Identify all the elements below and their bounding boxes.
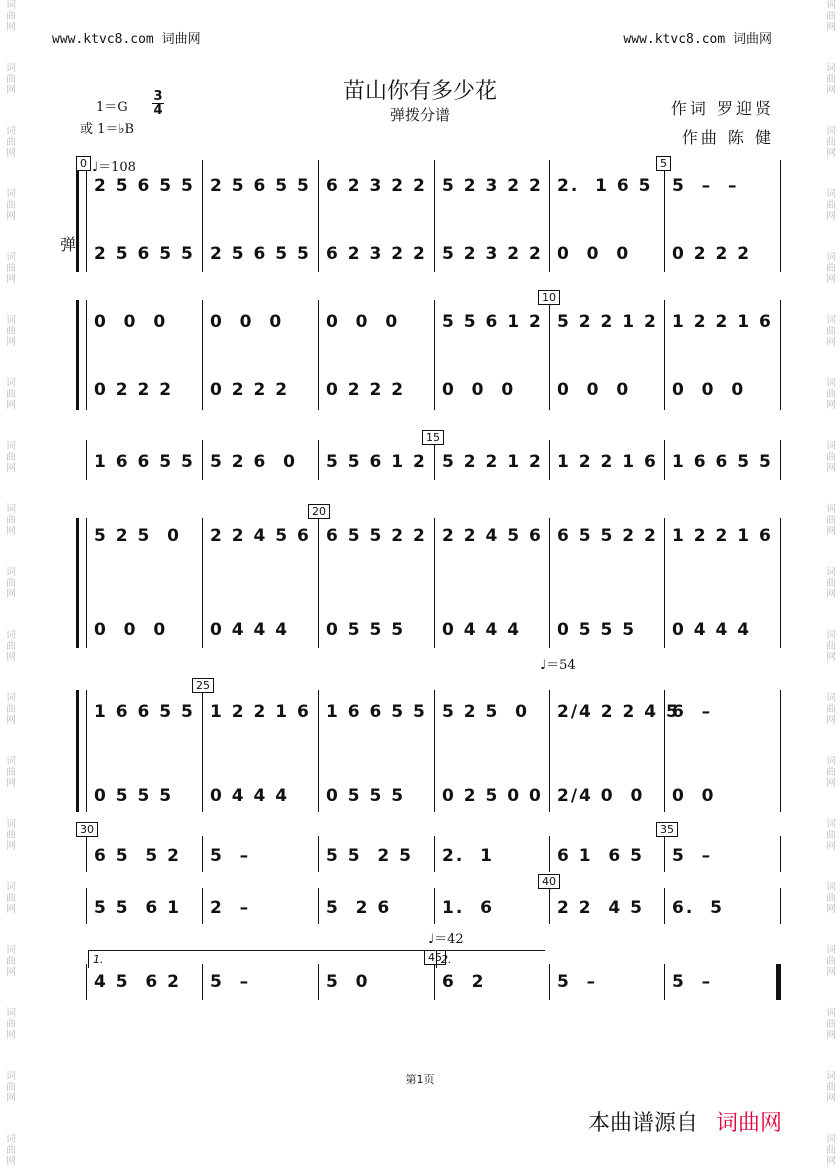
watermark-text: 词曲网 [826, 567, 836, 600]
barline [434, 300, 435, 410]
barline [86, 440, 87, 480]
watermark-text: 词曲网 [826, 882, 836, 915]
barline [202, 888, 203, 924]
upper-measure: 2 2 4 5 6 [210, 526, 311, 546]
measure-number: 20 [308, 504, 330, 519]
watermark-text: 词曲网 [6, 252, 16, 285]
site-url-left[interactable]: www.ktvc8.com 词曲网 [52, 32, 201, 47]
upper-measure: 0 0 0 [326, 312, 400, 332]
lower-measure: 0 4 4 4 [210, 620, 290, 640]
upper-measure: 0 0 0 [94, 312, 168, 332]
barline [780, 690, 781, 812]
barline [86, 964, 87, 1000]
upper-measure: 1 2 2 1 6 [210, 702, 311, 722]
watermark-text: 词曲网 [826, 189, 836, 222]
barline [664, 440, 665, 480]
barline [86, 836, 87, 872]
source-note [588, 1106, 782, 1137]
upper-measure: 5 0 [326, 972, 370, 992]
watermark-text: 词曲网 [6, 378, 16, 411]
upper-measure: 5 2 6 0 [210, 452, 297, 472]
lower-measure: 0 4 4 4 [672, 620, 752, 640]
barline [202, 300, 203, 410]
barline [780, 964, 781, 1000]
lower-measure: 0 4 4 4 [210, 786, 290, 806]
measure-number: 0 [76, 156, 91, 171]
upper-measure: 5 – [210, 972, 251, 992]
watermark-text: 词曲网 [826, 945, 836, 978]
measure-number: 30 [76, 822, 98, 837]
measure-number: 45 [424, 950, 446, 965]
time-signature: 3 4 [153, 89, 163, 118]
source-text: 本曲谱源自 [587, 1111, 698, 1136]
barline [318, 300, 319, 410]
lower-measure: 0 2 5 0 0 [442, 786, 543, 806]
watermark-text: 词曲网 [826, 504, 836, 537]
barline [664, 836, 665, 872]
barline [664, 300, 665, 410]
upper-measure: 6 5 5 2 2 [326, 526, 427, 546]
barline [434, 440, 435, 480]
barline [664, 160, 665, 272]
instrument-label: 弹 [60, 235, 77, 254]
volta-second-ending: 2. [436, 950, 545, 968]
upper-measure: 6 2 3 2 2 [326, 176, 427, 196]
barline [86, 300, 87, 410]
system-bracket [76, 690, 83, 812]
barline [202, 160, 203, 272]
lower-measure: 0 5 5 5 [326, 620, 406, 640]
barline [549, 518, 550, 648]
upper-measure: 5 – – [672, 176, 739, 196]
barline [318, 160, 319, 272]
upper-measure: 1 2 2 1 6 [672, 526, 773, 546]
measure-number: 5 [656, 156, 671, 171]
watermark-text: 词曲网 [6, 441, 16, 474]
barline [664, 964, 665, 1000]
watermark-text: 词曲网 [826, 693, 836, 726]
upper-measure: 5 – [557, 972, 598, 992]
upper-measure: 2 – [210, 898, 251, 918]
watermark-text: 词曲网 [826, 0, 836, 33]
watermark-text: 词曲网 [6, 630, 16, 663]
watermark-text: 词曲网 [6, 63, 16, 96]
lower-measure: 2 5 6 5 5 [94, 244, 195, 264]
upper-measure: 5 2 2 1 2 [442, 452, 543, 472]
lower-measure: 0 0 [672, 786, 716, 806]
barline [434, 518, 435, 648]
upper-measure: 2. 1 [442, 846, 494, 866]
watermark-text: 词曲网 [6, 0, 16, 33]
lower-measure: 0 5 5 5 [94, 786, 174, 806]
upper-measure: 5 5 2 5 [326, 846, 413, 866]
watermark-text: 词曲网 [6, 756, 16, 789]
upper-measure: 6 1 6 5 [557, 846, 644, 866]
watermark-text: 词曲网 [6, 1071, 16, 1104]
barline [780, 836, 781, 872]
barline [780, 440, 781, 480]
lyricist-credit: 作词 罗迎贤 [670, 99, 774, 118]
barline [202, 440, 203, 480]
watermark-text: 词曲网 [826, 441, 836, 474]
watermark-text: 词曲网 [826, 315, 836, 348]
upper-measure: 1 2 2 1 6 [672, 312, 773, 332]
watermark-text: 词曲网 [826, 1134, 836, 1167]
barline [434, 964, 435, 1000]
watermark-text: 词曲网 [6, 504, 16, 537]
upper-measure: 2 5 6 5 5 [94, 176, 195, 196]
barline [549, 964, 550, 1000]
tempo-marking: ♩＝42 [428, 932, 464, 947]
upper-measure: 5 – [672, 972, 713, 992]
barline [549, 160, 550, 272]
upper-measure: 5 2 5 0 [442, 702, 529, 722]
barline [202, 518, 203, 648]
watermark-text: 词曲网 [826, 1071, 836, 1104]
measure-number: 15 [422, 430, 444, 445]
watermark-text: 词曲网 [826, 252, 836, 285]
barline [780, 300, 781, 410]
tempo-marking: ♩＝108 [92, 160, 136, 175]
barline [549, 690, 550, 812]
upper-measure: 1 6 6 5 5 [672, 452, 773, 472]
barline [549, 440, 550, 480]
watermark-text: 词曲网 [6, 945, 16, 978]
upper-measure: 1 6 6 5 5 [326, 702, 427, 722]
barline [434, 690, 435, 812]
lower-measure: 0 5 5 5 [557, 620, 637, 640]
barline [318, 440, 319, 480]
barline [434, 836, 435, 872]
barline [202, 690, 203, 812]
upper-measure: 5 2 5 0 [94, 526, 181, 546]
upper-measure: 5 2 6 [326, 898, 392, 918]
upper-measure: 5 5 6 1 2 [442, 312, 543, 332]
score-subtitle: 弹拨分谱 [389, 106, 450, 124]
song-title: 苗山你有多少花 [342, 79, 497, 104]
side-watermark-right [824, 0, 838, 1169]
barline [86, 690, 87, 812]
watermark-text: 词曲网 [826, 756, 836, 789]
tempo-marking: ♩＝54 [540, 658, 576, 673]
watermark-text: 词曲网 [6, 189, 16, 222]
upper-measure: 2 2 4 5 6 [442, 526, 543, 546]
watermark-text: 词曲网 [6, 882, 16, 915]
lower-measure: 0 0 0 [672, 380, 746, 400]
composer-credit: 作曲 陈 健 [681, 128, 774, 147]
watermark-text: 词曲网 [826, 819, 836, 852]
volta-first-ending: 1. [88, 950, 425, 968]
barline [664, 518, 665, 648]
upper-measure: 2. 1 6 5 [557, 176, 653, 196]
lower-measure: 0 2 2 2 [672, 244, 752, 264]
barline [434, 888, 435, 924]
source-brand-link[interactable]: 词曲网 [715, 1111, 782, 1136]
lower-measure: 0 5 5 5 [326, 786, 406, 806]
upper-measure: 6 – [672, 702, 713, 722]
upper-measure: 5 5 6 1 [94, 898, 181, 918]
upper-measure: 5 2 3 2 2 [442, 176, 543, 196]
barline [318, 888, 319, 924]
lower-measure: 0 0 0 [557, 380, 631, 400]
watermark-text: 词曲网 [826, 630, 836, 663]
lower-measure: 5 2 3 2 2 [442, 244, 543, 264]
measure-number: 35 [656, 822, 678, 837]
barline [664, 888, 665, 924]
system-bracket [76, 160, 83, 272]
watermark-text: 词曲网 [6, 315, 16, 348]
watermark-text: 词曲网 [6, 567, 16, 600]
watermark-text: 词曲网 [6, 1008, 16, 1041]
upper-measure: 1 6 6 5 5 [94, 702, 195, 722]
barline [318, 964, 319, 1000]
lower-measure: 0 4 4 4 [442, 620, 522, 640]
system-bracket [76, 518, 83, 648]
upper-measure: 5 2 2 1 2 [557, 312, 658, 332]
barline [86, 518, 87, 648]
barline [549, 836, 550, 872]
upper-measure: 5 – [672, 846, 713, 866]
lower-measure: 0 2 2 2 [94, 380, 174, 400]
final-barline [776, 964, 780, 1000]
upper-measure: 1 2 2 1 6 [557, 452, 658, 472]
barline [434, 160, 435, 272]
upper-measure: 1 6 6 5 5 [94, 452, 195, 472]
upper-measure: 6 2 [442, 972, 486, 992]
site-url-right[interactable]: www.ktvc8.com 词曲网 [623, 32, 772, 47]
barline [780, 160, 781, 272]
upper-measure: 0 0 0 [210, 312, 284, 332]
measure-number: 10 [538, 290, 560, 305]
barline [780, 888, 781, 924]
system-bracket [76, 300, 83, 410]
upper-measure: 1. 6 [442, 898, 494, 918]
barline [86, 160, 87, 272]
upper-measure: 5 5 6 1 2 [326, 452, 427, 472]
upper-measure: 6. 5 [672, 898, 724, 918]
upper-measure: 2/4 2 2 4 5 [557, 702, 680, 722]
barline [202, 964, 203, 1000]
watermark-text: 词曲网 [826, 1008, 836, 1041]
barline [86, 888, 87, 924]
barline [780, 518, 781, 648]
lower-measure: 0 0 0 [94, 620, 168, 640]
watermark-text: 词曲网 [6, 693, 16, 726]
watermark-text: 词曲网 [6, 819, 16, 852]
upper-measure: 2 2 4 5 [557, 898, 644, 918]
barline [318, 836, 319, 872]
watermark-text: 词曲网 [6, 1134, 16, 1167]
upper-measure: 2 5 6 5 5 [210, 176, 311, 196]
upper-measure: 6 5 5 2 2 [557, 526, 658, 546]
measure-number: 40 [538, 874, 560, 889]
lower-measure: 0 0 0 [557, 244, 631, 264]
barline [549, 888, 550, 924]
upper-measure: 4 5 6 2 [94, 972, 181, 992]
barline [318, 690, 319, 812]
key-signature: 1＝G [96, 100, 128, 115]
barline [318, 518, 319, 648]
barline [202, 836, 203, 872]
barline [549, 300, 550, 410]
page-number: 第1页 [405, 1073, 435, 1086]
key-signature-alt: 或 1＝♭B [80, 122, 135, 137]
lower-measure: 6 2 3 2 2 [326, 244, 427, 264]
upper-measure: 6 5 5 2 [94, 846, 181, 866]
lower-measure: 0 2 2 2 [210, 380, 290, 400]
lower-measure: 0 2 2 2 [326, 380, 406, 400]
watermark-text: 词曲网 [826, 378, 836, 411]
lower-measure: 0 0 0 [442, 380, 516, 400]
watermark-text: 词曲网 [826, 63, 836, 96]
upper-measure: 5 – [210, 846, 251, 866]
side-watermark-left [4, 0, 18, 1169]
lower-measure: 2 5 6 5 5 [210, 244, 311, 264]
watermark-text: 词曲网 [826, 126, 836, 159]
watermark-text: 词曲网 [6, 126, 16, 159]
measure-number: 25 [192, 678, 214, 693]
lower-measure: 2/4 0 0 [557, 786, 645, 806]
